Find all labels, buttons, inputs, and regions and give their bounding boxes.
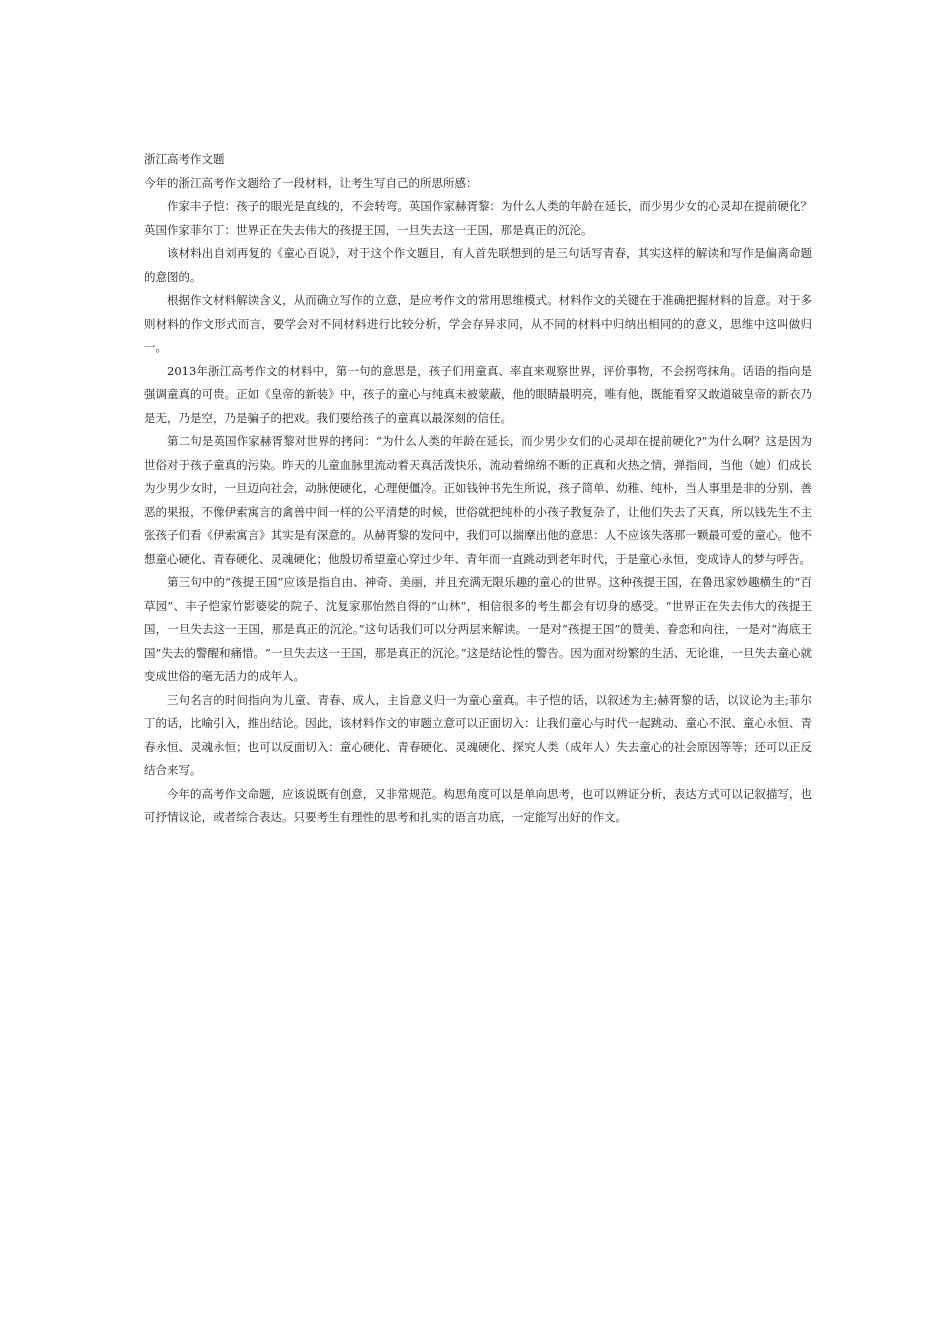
intro-line: 今年的浙江高考作文题给了一段材料，让考生写自己的所思所感： xyxy=(144,175,478,190)
paragraph-first-sentence: 2013年浙江高考作文的材料中，第一句的意思是，孩子们用童真、率直来观察世界，评价事物，不会拐弯抹角。话语的指向是强调童真的可贵。正如《皇帝的新装》中，孩子的童心与纯真未被蒙蔽，他的眼睛最明亮，唯有他，既能看穿又敢道破皇帝的新衣乃是无，乃是空，乃是骗子的把戏。我们要给孩子的童真以最深刻的信任。 xyxy=(144,363,812,425)
paragraph-third-sentence: 第三句中的“孩提王国”应该是指自由、神奇、美丽，并且充满无限乐趣的童心的世界。这种孩提王国，在鲁迅家妙趣横生的“百草园”、丰子恺家竹影婆娑的院子、沈复家那怡然自得的“山林”，相信很多的考生都会有切身的感受。“世界正在失去伟大的孩提王国，一旦失去这一王国，那是真正的沉沦。”这句话我们可以分两层来解读。一是对“孩提王国”的赞美、眷恋和向往，一是对“海底王国”失去的警醒和痛惜。“一旦失去这一王国，那是真正的沉沦。”这是结论性的警告。因为面对纷繁的生活、无论谁，一旦失去童心就变成世俗的毫无活力的成年人。 xyxy=(144,575,812,683)
paragraph-quotes: 作家丰子恺：孩子的眼光是直线的，不会转弯。英国作家赫胥黎：为什么人类的年龄在延长，而少男少女的心灵却在提前硬化？英国作家菲尔丁：世界正在失去伟大的孩提王国，一旦失去这一王国，那是真正的沉沦。 xyxy=(144,199,812,237)
document-title: 浙江高考作文题 xyxy=(144,152,225,166)
paragraph-method: 根据作文材料解读含义，从而确立写作的立意，是应考作文的常用思维模式。材料作文的关键在于准确把握材料的旨意。对于多则材料的作文形式而言，要学会对不同材料进行比较分析，学会存异求同，从不同的材料中归纳出相同的的意义，思维中这叫做归一。 xyxy=(144,293,812,354)
paragraph-source: 该材料出自刘再复的《童心百说》，对于这个作文题目，有人首先联想到的是三句话写青春，其实这样的解读和写作是偏离命题的意图的。 xyxy=(144,246,812,284)
paragraph-summary: 三句名言的时间指向为儿童、青春、成人，主旨意义归一为童心童真。丰子恺的话，以叙述为主;赫胥黎的话，以议论为主;菲尔丁的话，比喻引入，推出结论。因此，该材料作文的审题立意可以正面切入：让我们童心与时代一起跳动、童心不泯、童心永恒、青春永恒、灵魂永恒；也可以反面切入：童心硬化、青春硬化、灵魂硬化、探究人类（成年人）失去童心的社会原因等等；还可以正反结合来写。 xyxy=(144,692,812,777)
paragraph-conclusion: 今年的高考作文命题，应该说既有创意，又非常规范。构思角度可以是单向思考，也可以辨证分析，表达方式可以记叙描写，也可抒情议论，或者综合表达。只要考生有理性的思考和扎实的语言功底，一定能写出好的作文。 xyxy=(144,786,812,824)
document-body xyxy=(144,148,812,830)
paragraph-second-sentence: 第二句是英国作家赫胥黎对世界的拷问：“为什么人类的年龄在延长，而少男少女们的心灵却在提前硬化?”为什么啊？这是因为世俗对于孩子童真的污染。昨天的儿童血脉里流动着天真活泼快乐，流动着绵绵不断的正真和火热之情，弹指间，当他（她）们成长为少男少女时，一旦迈向社会，动脉便硬化，心理便僵冷。正如钱钟书先生所说，孩子简单、幼稚、纯朴，当人事里是非的分别、善恶的果报，不像伊索寓言的禽兽中间一样的公平清楚的时候，世俗就把纯朴的小孩子教复杂了，让他们失去了天真，所以钱先生不主张孩子们看《伊索寓言》其实是有深意的。从赫胥黎的发问中，我们可以揣摩出他的意思：人不应该失落那一颗最可爱的童心。他不想童心硬化、青春硬化、灵魂硬化；他殷切希望童心穿过少年、青年而一直跳动到老年时代，于是童心永恒，变成诗人的梦与呼告。 xyxy=(144,434,812,566)
